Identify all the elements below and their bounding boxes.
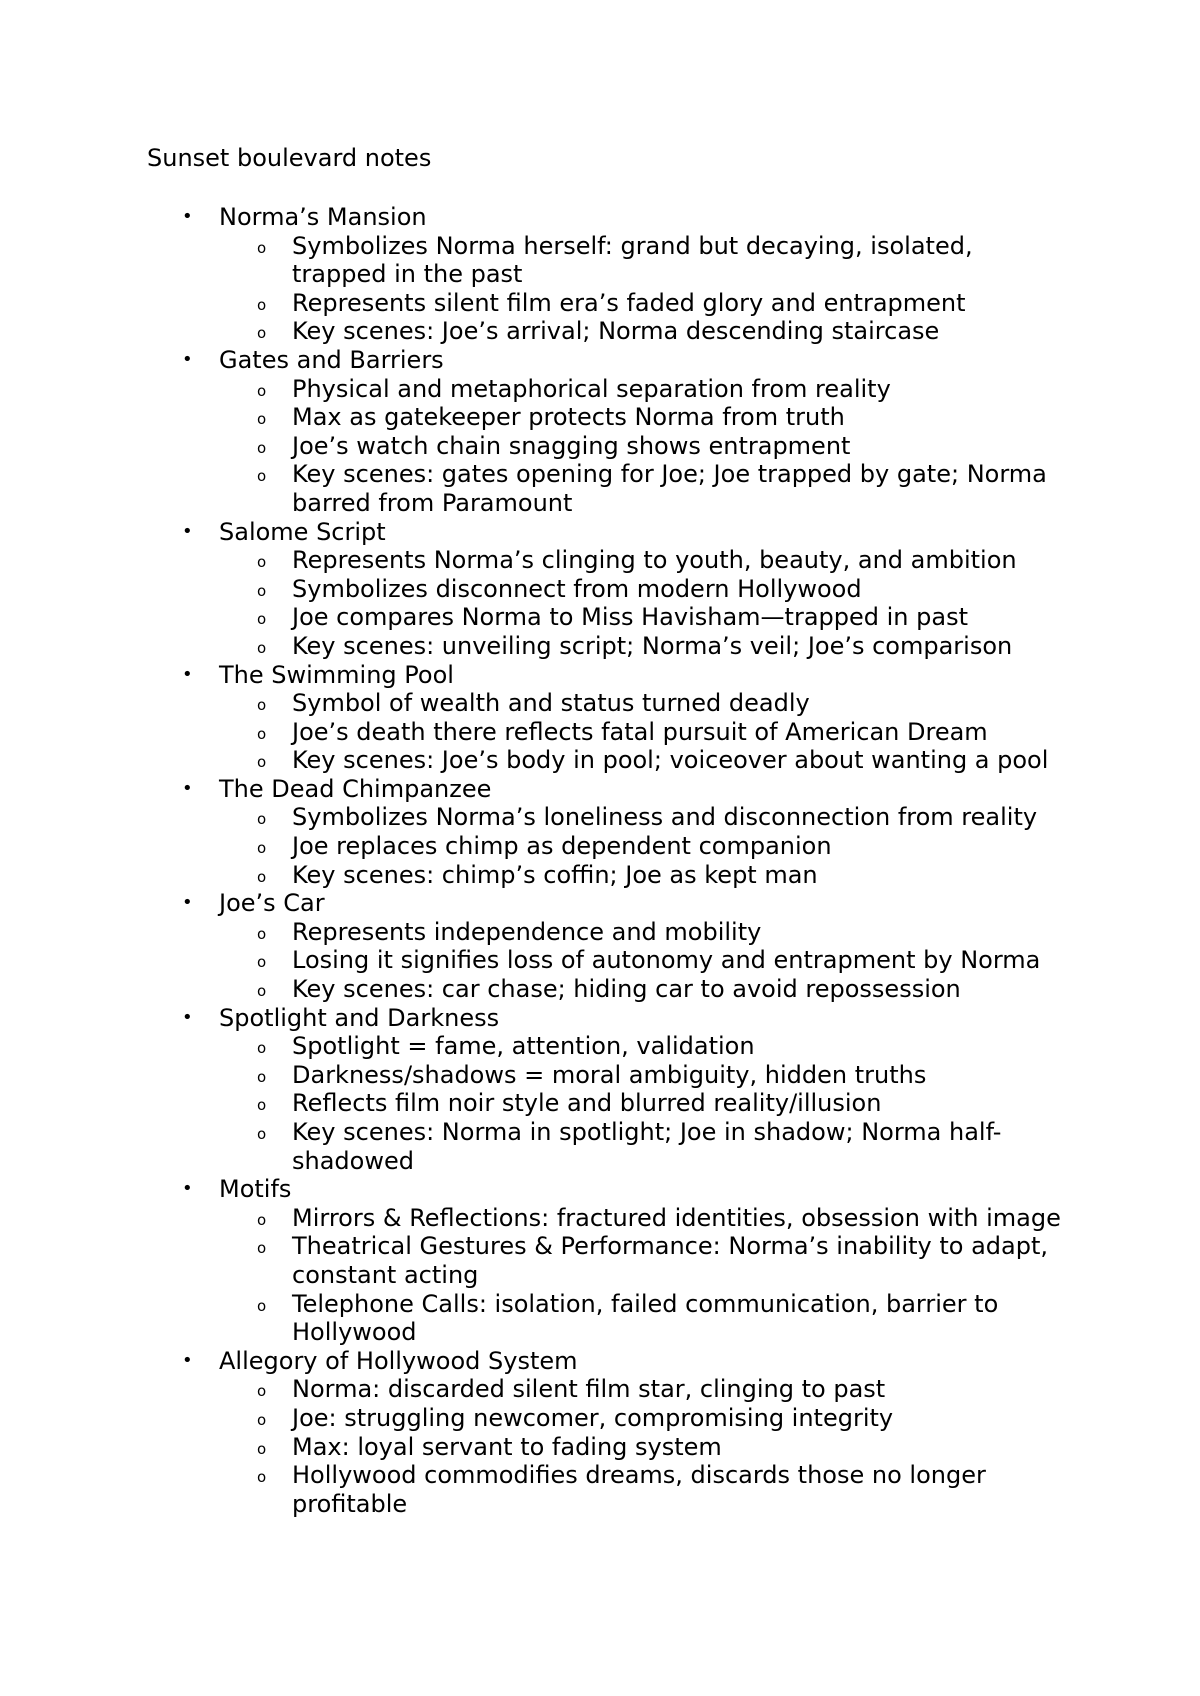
list-item: o Joe: struggling newcomer, compromising integrity <box>292 1404 1072 1433</box>
sub-bullet-icon: o <box>257 810 267 829</box>
sub-bullet-icon: o <box>257 410 267 429</box>
sub-bullet-icon: o <box>257 1210 267 1229</box>
sub-list <box>219 803 1079 889</box>
sub-list <box>219 689 1079 775</box>
topic-allegory-of-hollywood-system <box>0 1347 1079 1519</box>
list-item: o Joe’s watch chain snagging shows entrapment <box>292 432 1072 461</box>
list-item: o Max: loyal servant to fading system <box>292 1433 1072 1462</box>
sub-list <box>219 375 1079 518</box>
topic-spotlight-and-darkness <box>0 1004 1079 1176</box>
list-item: o Physical and metaphorical separation from reality <box>292 375 1072 404</box>
bullet-icon: • <box>182 1349 193 1371</box>
list-item: o Joe replaces chimp as dependent companion <box>292 832 1072 861</box>
document-title: Sunset boulevard notes <box>147 144 432 172</box>
sub-bullet-icon: o <box>257 724 267 743</box>
topic-swimming-pool <box>0 661 1079 775</box>
sub-bullet-icon: o <box>257 1382 267 1401</box>
sub-bullet-icon: o <box>257 1067 267 1086</box>
sub-bullet-icon: o <box>257 1296 267 1315</box>
bullet-icon: • <box>182 520 193 542</box>
sub-list <box>219 918 1079 1004</box>
list-item: o Telephone Calls: isolation, failed communication, barrier to Hollywood <box>257 1289 999 1347</box>
list-item: o Key scenes: unveiling script; Norma’s veil; Joe’s comparison <box>292 632 1072 661</box>
list-item: o Key scenes: Joe’s arrival; Norma descending staircase <box>292 317 1072 346</box>
sub-list <box>219 546 1079 660</box>
bullet-icon: • <box>182 1178 193 1200</box>
sub-bullet-icon: o <box>257 238 267 257</box>
list-item: o Symbolizes Norma herself: grand but decaying, isolated, trapped in the past <box>257 231 973 289</box>
bullet-icon: • <box>182 777 193 799</box>
sub-bullet-icon: o <box>257 610 267 629</box>
sub-bullet-icon: o <box>257 1096 267 1115</box>
list-item: o Joe’s death there reflects fatal pursuit of American Dream <box>292 718 1072 747</box>
bullet-icon: • <box>182 1006 193 1028</box>
list-item: o Norma: discarded silent film star, clinging to past <box>292 1375 1072 1404</box>
sub-list <box>219 1032 1079 1175</box>
sub-bullet-icon: o <box>257 381 267 400</box>
topic-label: Norma’s Mansion <box>219 203 427 231</box>
sub-bullet-icon: o <box>257 1410 267 1429</box>
sub-list <box>219 1204 1079 1347</box>
topic-label: Joe’s Car <box>219 889 325 918</box>
topic-label: Spotlight and Darkness <box>219 1003 500 1032</box>
notes-outline <box>0 203 1200 1518</box>
bullet-icon: • <box>182 892 193 914</box>
list-item: o Represents Norma’s clinging to youth, beauty, and ambition <box>292 546 1072 575</box>
sub-bullet-icon: o <box>257 438 267 457</box>
list-item: o Key scenes: chimp’s coffin; Joe as kept man <box>292 861 1072 890</box>
sub-list <box>219 232 1079 346</box>
topic-label: Motifs <box>219 1175 292 1204</box>
sub-bullet-icon: o <box>257 1468 267 1487</box>
list-item: o Represents silent film era’s faded glory and entrapment <box>292 289 1072 318</box>
sub-bullet-icon: o <box>257 581 267 600</box>
sub-bullet-icon: o <box>257 696 267 715</box>
topic-dead-chimpanzee <box>0 775 1079 889</box>
sub-list <box>219 1375 1079 1518</box>
list-item: o Key scenes: car chase; hiding car to avoid repossession <box>292 975 1072 1004</box>
topic-label: Salome Script <box>219 517 386 546</box>
list-item: o Spotlight = fame, attention, validation <box>292 1032 1072 1061</box>
bullet-icon: • <box>182 348 193 370</box>
topic-salome-script <box>0 518 1079 661</box>
bullet-icon: • <box>182 663 193 685</box>
topic-label: The Swimming Pool <box>219 660 454 689</box>
list-item: o Theatrical Gestures & Performance: Norma’s inability to adapt, constant acting <box>257 1232 1048 1289</box>
sub-bullet-icon: o <box>257 753 267 772</box>
list-item: o Key scenes: gates opening for Joe; Joe trapped by gate; Norma barred from Paramount <box>257 460 1047 517</box>
sub-bullet-icon: o <box>257 1125 267 1143</box>
topic-norma-mansion <box>0 203 1079 346</box>
sub-bullet-icon: o <box>257 839 267 858</box>
sub-bullet-icon: o <box>257 324 267 343</box>
sub-bullet-icon: o <box>257 553 267 572</box>
sub-bullet-icon: o <box>257 982 267 1001</box>
list-item: o Key scenes: Norma in spotlight; Joe in shadow; Norma half-shadowed <box>257 1118 1002 1175</box>
topic-motifs <box>0 1175 1079 1347</box>
sub-bullet-icon: o <box>257 1439 267 1458</box>
list-item: o Hollywood commodifies dreams, discards those no longer profitable <box>257 1461 986 1518</box>
sub-bullet-icon: o <box>257 1039 267 1058</box>
list-item: o Losing it signifies loss of autonomy and entrapment by Norma <box>292 946 1072 975</box>
topic-gates-and-barriers <box>0 346 1079 518</box>
sub-bullet-icon: o <box>257 867 267 886</box>
topic-label: The Dead Chimpanzee <box>219 774 492 803</box>
sub-bullet-icon: o <box>257 467 267 486</box>
list-item: o Symbol of wealth and status turned deadly <box>292 689 1072 718</box>
topic-joes-car <box>0 889 1079 1003</box>
sub-bullet-icon: o <box>257 1239 267 1258</box>
list-item: o Darkness/shadows = moral ambiguity, hidden truths <box>292 1061 1072 1090</box>
list-item: o Symbolizes disconnect from modern Hollywood <box>292 575 1072 604</box>
sub-bullet-icon: o <box>257 953 267 972</box>
list-item: o Mirrors & Reflections: fractured identities, obsession with image <box>292 1204 1072 1233</box>
sub-bullet-icon: o <box>257 924 267 943</box>
list-item: o Reflects film noir style and blurred reality/illusion <box>292 1089 1072 1118</box>
list-item: o Joe compares Norma to Miss Havisham—trapped in past <box>292 603 1072 632</box>
topic-label: Allegory of Hollywood System <box>219 1346 578 1375</box>
bullet-icon: • <box>182 206 193 227</box>
list-item: o Max as gatekeeper protects Norma from truth <box>292 403 1072 432</box>
topic-label: Gates and Barriers <box>219 345 444 374</box>
list-item: o Key scenes: Joe’s body in pool; voiceover about wanting a pool <box>292 746 1072 775</box>
list-item: o Symbolizes Norma’s loneliness and disconnection from reality <box>292 803 1072 832</box>
sub-bullet-icon: o <box>257 638 267 657</box>
list-item: o Represents independence and mobility <box>292 918 1072 947</box>
sub-bullet-icon: o <box>257 295 267 314</box>
